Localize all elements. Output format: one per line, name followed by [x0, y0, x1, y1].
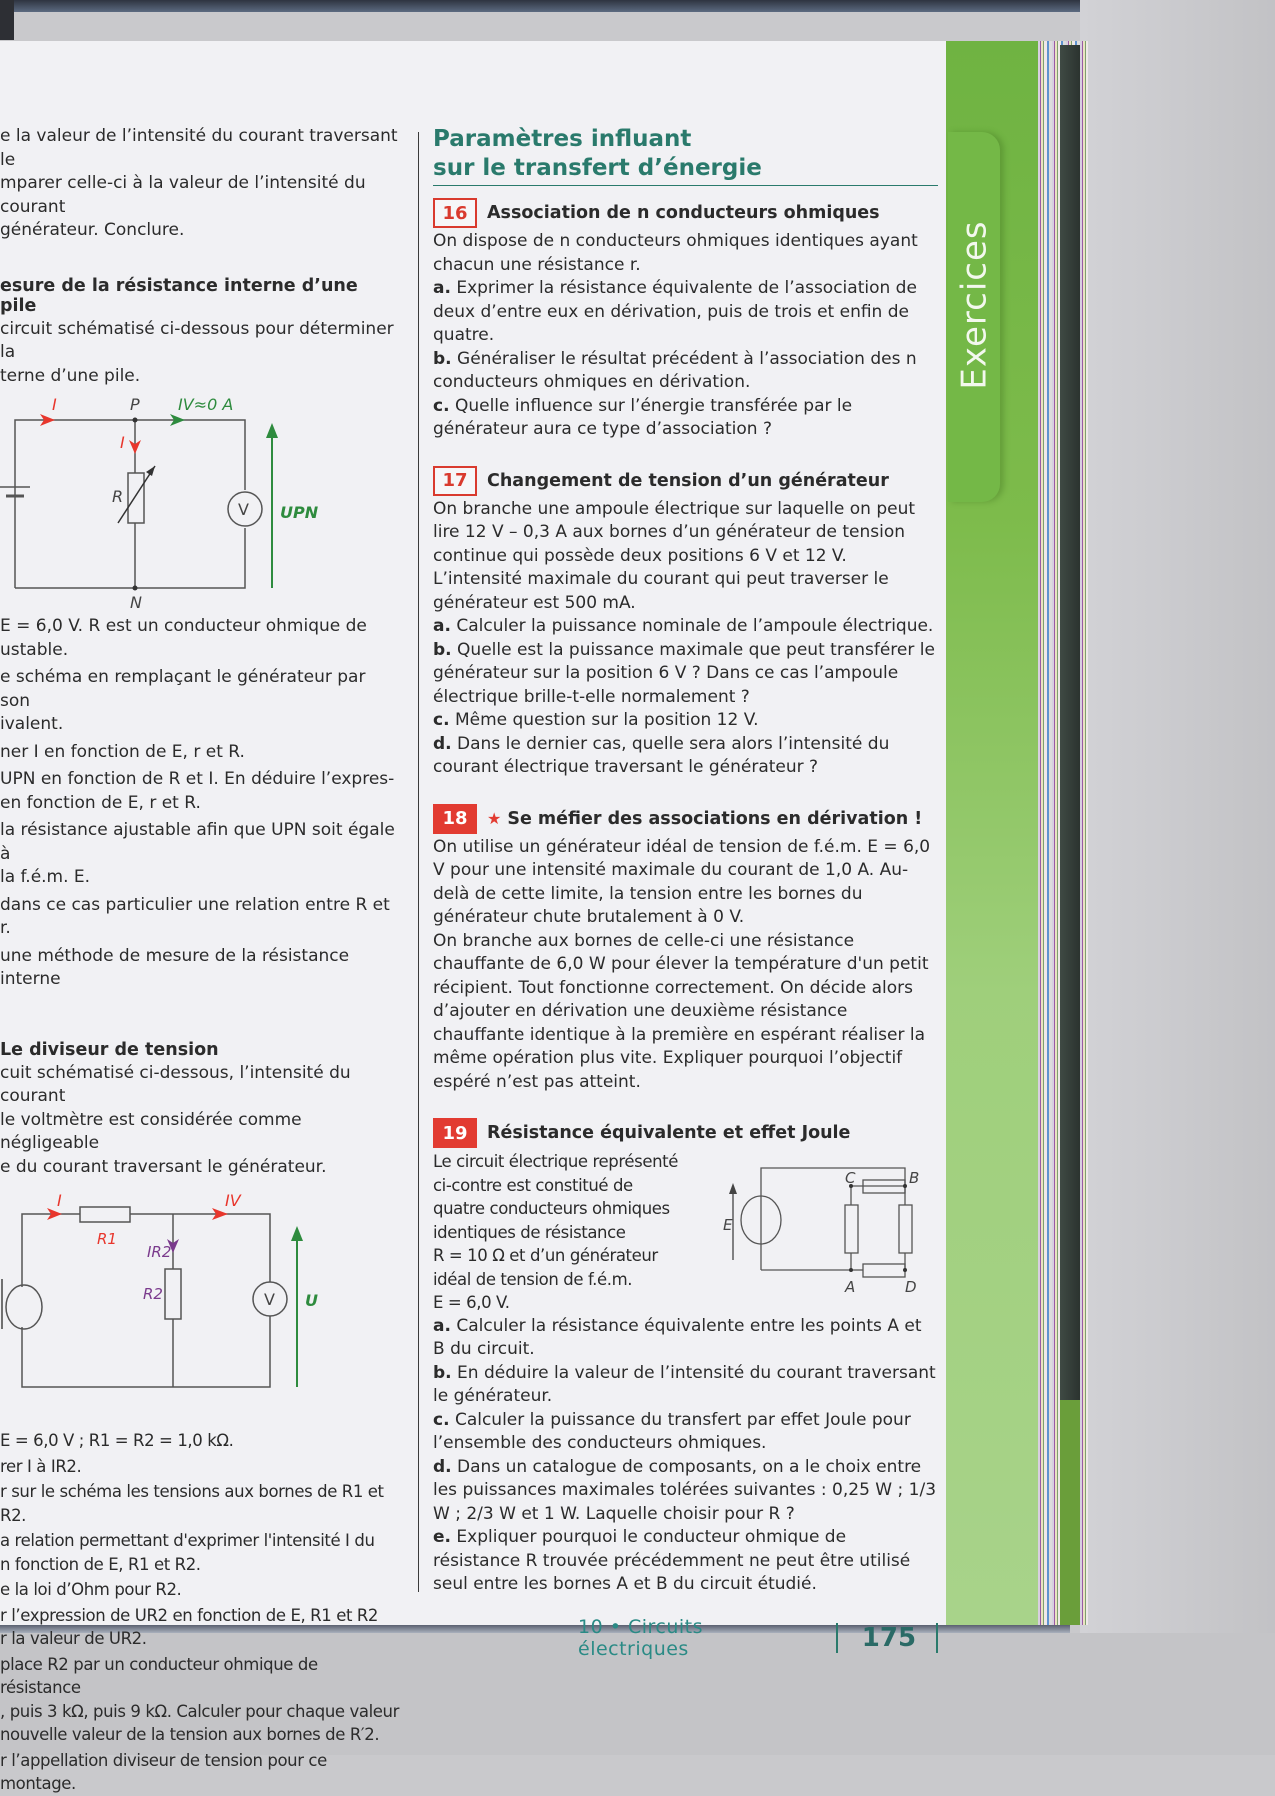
exercise-body: Le circuit électrique représenté ci-contre est constitué de quatre conducteurs ohmiques identiques de résistance R = 10 Ω et d’un générateur idéal de tension de f.é.m. E = 6,0 V. — [433, 1152, 678, 1312]
circuit-diagram-divider — [0, 1189, 400, 1429]
right-column — [433, 125, 938, 1597]
exercise-18 — [433, 804, 938, 1095]
scan-background — [1080, 0, 1275, 1755]
text-line: E = 6,0 V. R est un conducteur ohmique de — [0, 616, 367, 636]
circuit-diagram-bridge — [683, 1150, 933, 1300]
text-line: cuit schématisé ci-dessous, l’intensité du courant — [0, 1062, 351, 1106]
question: c. Même question sur la position 12 V. — [433, 710, 759, 730]
exercise-intro — [0, 1062, 400, 1180]
svg-text:B: B — [909, 1169, 920, 1187]
text-line: nouvelle valeur de la tension aux bornes de R′2. — [0, 1725, 380, 1744]
text-line: terne d’une pile. — [0, 365, 141, 386]
question: c. Calculer la puissance du transfert par effet Joule pour l’ensemble des conducteurs ohmiques. — [433, 1409, 911, 1453]
svg-text:D: D — [905, 1278, 917, 1296]
text-line: e schéma en remplaçant le générateur par son — [0, 667, 366, 711]
text-line: place R2 par un conducteur ohmique de résistance — [0, 1654, 318, 1697]
exercise-number-badge: 18 — [433, 804, 477, 834]
svg-text:E: E — [723, 1216, 733, 1234]
question: e. Expliquer pourquoi le conducteur ohmique de résistance R trouvée précédemment ne peut être utilisé seul entre les bornes A et B du circuit étudié. — [433, 1527, 911, 1594]
column-divider — [418, 132, 419, 1592]
exercise-body: On dispose de n conducteurs ohmiques identiques ayant chacun une résistance r. — [433, 231, 918, 275]
left-column — [0, 125, 400, 1796]
text-line: r la valeur de UR2. — [0, 1629, 147, 1648]
question: d. Dans un catalogue de composants, on a le choix entre les puissances maximales tolérées suivantes : 0,25 W ; 1/3 W ; 2/3 W et 1 W. Laquelle choisir pour R ? — [433, 1456, 937, 1524]
exercise-title: Résistance équivalente et effet Joule — [487, 1123, 851, 1143]
text-line: r l’expression de UR2 en fonction de E, R1 et R2 — [0, 1605, 379, 1625]
svg-text:U: U — [305, 1291, 318, 1310]
page-footer — [578, 1616, 938, 1660]
exercise-number-badge: 17 — [433, 466, 477, 496]
question: b. En déduire la valeur de l’intensité du courant traversant le générateur. — [433, 1362, 936, 1406]
text-line: r l’appellation diviseur de tension pour ce montage. — [0, 1750, 327, 1793]
svg-text:R: R — [112, 487, 124, 506]
text-line: rer I à IR2. — [0, 1456, 82, 1476]
footer-divider — [836, 1623, 838, 1653]
svg-text:N: N — [130, 593, 142, 612]
svg-text:R2: R2 — [143, 1285, 163, 1303]
exercise-pile-questions — [0, 615, 400, 992]
exercise-body: On branche une ampoule électrique sur laquelle on peut lire 12 V – 0,3 A aux bornes d’un générateur de tension continue qui possède deux positions 6 V et 12 V. L’intensité maximale du courant qui peut traverser le générateur est 500 mA. — [433, 498, 916, 613]
exercise-header — [433, 466, 938, 496]
text-line: e la valeur de l’intensité du courant traversant le — [0, 126, 398, 170]
exercise-header — [433, 1118, 938, 1148]
book-cover-bottom — [1060, 1400, 1080, 1625]
exercise-16 — [433, 198, 938, 442]
exercise-body: On utilise un générateur idéal de tension de f.é.m. E = 6,0 V pour une intensité maximale du courant de 1,0 A. Au-delà de cette limite, la tension entre les bornes du générateur chute brutalement à 0 V. — [433, 836, 931, 927]
text-line: E = 6,0 V ; R1 = R2 = 1,0 kΩ. — [0, 1431, 234, 1450]
svg-text:I: I — [120, 433, 125, 452]
exercise-title: Association de n conducteurs ohmiques — [487, 203, 880, 223]
footer-divider — [936, 1623, 938, 1653]
svg-text:V: V — [264, 1290, 275, 1309]
text-line: dans ce cas particulier une relation entre R et r. — [0, 894, 390, 938]
svg-text:IV≈0 A: IV≈0 A — [178, 395, 234, 414]
exercise-number-badge: 19 — [433, 1118, 477, 1148]
question: d. Dans le dernier cas, quelle sera alors l’intensité du courant électrique traversant le générateur ? — [433, 733, 890, 777]
svg-text:IV: IV — [225, 1191, 241, 1210]
text-line: la f.é.m. E. — [0, 867, 91, 887]
svg-text:UPN: UPN — [280, 503, 319, 522]
page-number: 175 — [861, 1623, 917, 1653]
question: a. Calculer la puissance nominale de l’ampoule électrique. — [433, 616, 934, 636]
section-tab-label: Exercices — [955, 220, 996, 390]
exercise-title: Se méfier des associations en dérivation ! — [507, 808, 923, 829]
question: a. Exprimer la résistance équivalente de l’association de deux d’entre eux en dérivation, puis de trois et enfin de quatre. — [433, 278, 917, 345]
scanner-corner — [0, 0, 14, 40]
text-line: a relation permettant d'exprimer l'intensité I du — [0, 1531, 375, 1550]
circuit-diagram-pile — [0, 388, 400, 613]
section-title: Paramètres influant sur le transfert d’énergie — [433, 125, 938, 186]
text-line: la résistance ajustable afin que UPN soit égale à — [0, 820, 395, 864]
svg-text:C: C — [845, 1169, 856, 1187]
question: a. Calculer la résistance équivalente entre les points A et B du circuit. — [433, 1315, 922, 1359]
text-line: mparer celle-ci à la valeur de l’intensité du courant — [0, 173, 366, 217]
text-line: e du courant traversant le générateur. — [0, 1156, 327, 1177]
text-line: ivalent. — [0, 714, 64, 734]
svg-text:P: P — [130, 395, 140, 414]
exercise-19 — [433, 1118, 938, 1597]
text-line: , puis 3 kΩ, puis 9 kΩ. Calculer pour chaque valeur — [0, 1701, 399, 1721]
exercise-header — [433, 198, 938, 228]
text-line: n fonction de E, R1 et R2. — [0, 1554, 201, 1574]
text-line: circuit schématisé ci-dessous pour déterminer la — [0, 318, 394, 362]
text-line: le voltmètre est considérée comme négligeable — [0, 1109, 302, 1153]
exercise-intro — [0, 318, 400, 389]
text-line: UPN en fonction de R et I. En déduire l’expres- — [0, 769, 395, 789]
book-cover — [1060, 45, 1080, 1623]
intro-text — [0, 125, 400, 243]
exercise-body: On branche aux bornes de celle-ci une résistance chauffante de 6,0 W pour élever la température d'un petit récipient. Tout fonctionne correctement. On décide alors d’ajouter en dérivation une deuxième résistance chauffante identique à la première en espérant réaliser la même opération plus vite. Expliquer pourquoi l’objectif espéré n’est pas atteint. — [433, 930, 929, 1092]
exercise-heading-pile: esure de la résistance interne d’une pile — [0, 275, 358, 316]
chapter-title: 10 • Circuits électriques — [578, 1616, 704, 1660]
text-line: en fonction de E, r et R. — [0, 792, 201, 813]
exercise-divider-questions — [0, 1429, 400, 1796]
text-line: ustable. — [0, 639, 69, 660]
exercise-header — [433, 804, 938, 834]
svg-text:R1: R1 — [97, 1230, 117, 1248]
svg-text:A: A — [845, 1278, 856, 1296]
svg-text:I: I — [57, 1191, 62, 1210]
question: b. Généraliser le résultat précédent à l’association des n conducteurs ohmiques en dérivation. — [433, 348, 917, 392]
text-line: e la loi d’Ohm pour R2. — [0, 1580, 182, 1599]
svg-text:IR2: IR2 — [147, 1243, 172, 1261]
text-line: générateur. Conclure. — [0, 220, 185, 240]
exercise-heading-divider: Le diviseur de tension — [0, 1039, 219, 1060]
exercise-title: Changement de tension d’un générateur — [487, 470, 889, 491]
text-line: ner I en fonction de E, r et R. — [0, 741, 245, 762]
text-line: une méthode de mesure de la résistance interne — [0, 945, 350, 989]
exercise-number-badge: 16 — [433, 198, 477, 228]
text-line: r sur le schéma les tensions aux bornes de R1 et R2. — [0, 1482, 384, 1525]
exercise-17 — [433, 466, 938, 780]
svg-text:V: V — [238, 500, 249, 519]
current-label: I — [52, 395, 57, 414]
question: b. Quelle est la puissance maximale que peut transférer le générateur sur la position 6 V ? Dans ce cas l’ampoule électrique brille-t-elle normalement ? — [433, 639, 935, 707]
star-icon: ★ — [487, 809, 502, 828]
question: c. Quelle influence sur l’énergie transférée par le générateur aura ce type d’association ? — [433, 395, 853, 439]
